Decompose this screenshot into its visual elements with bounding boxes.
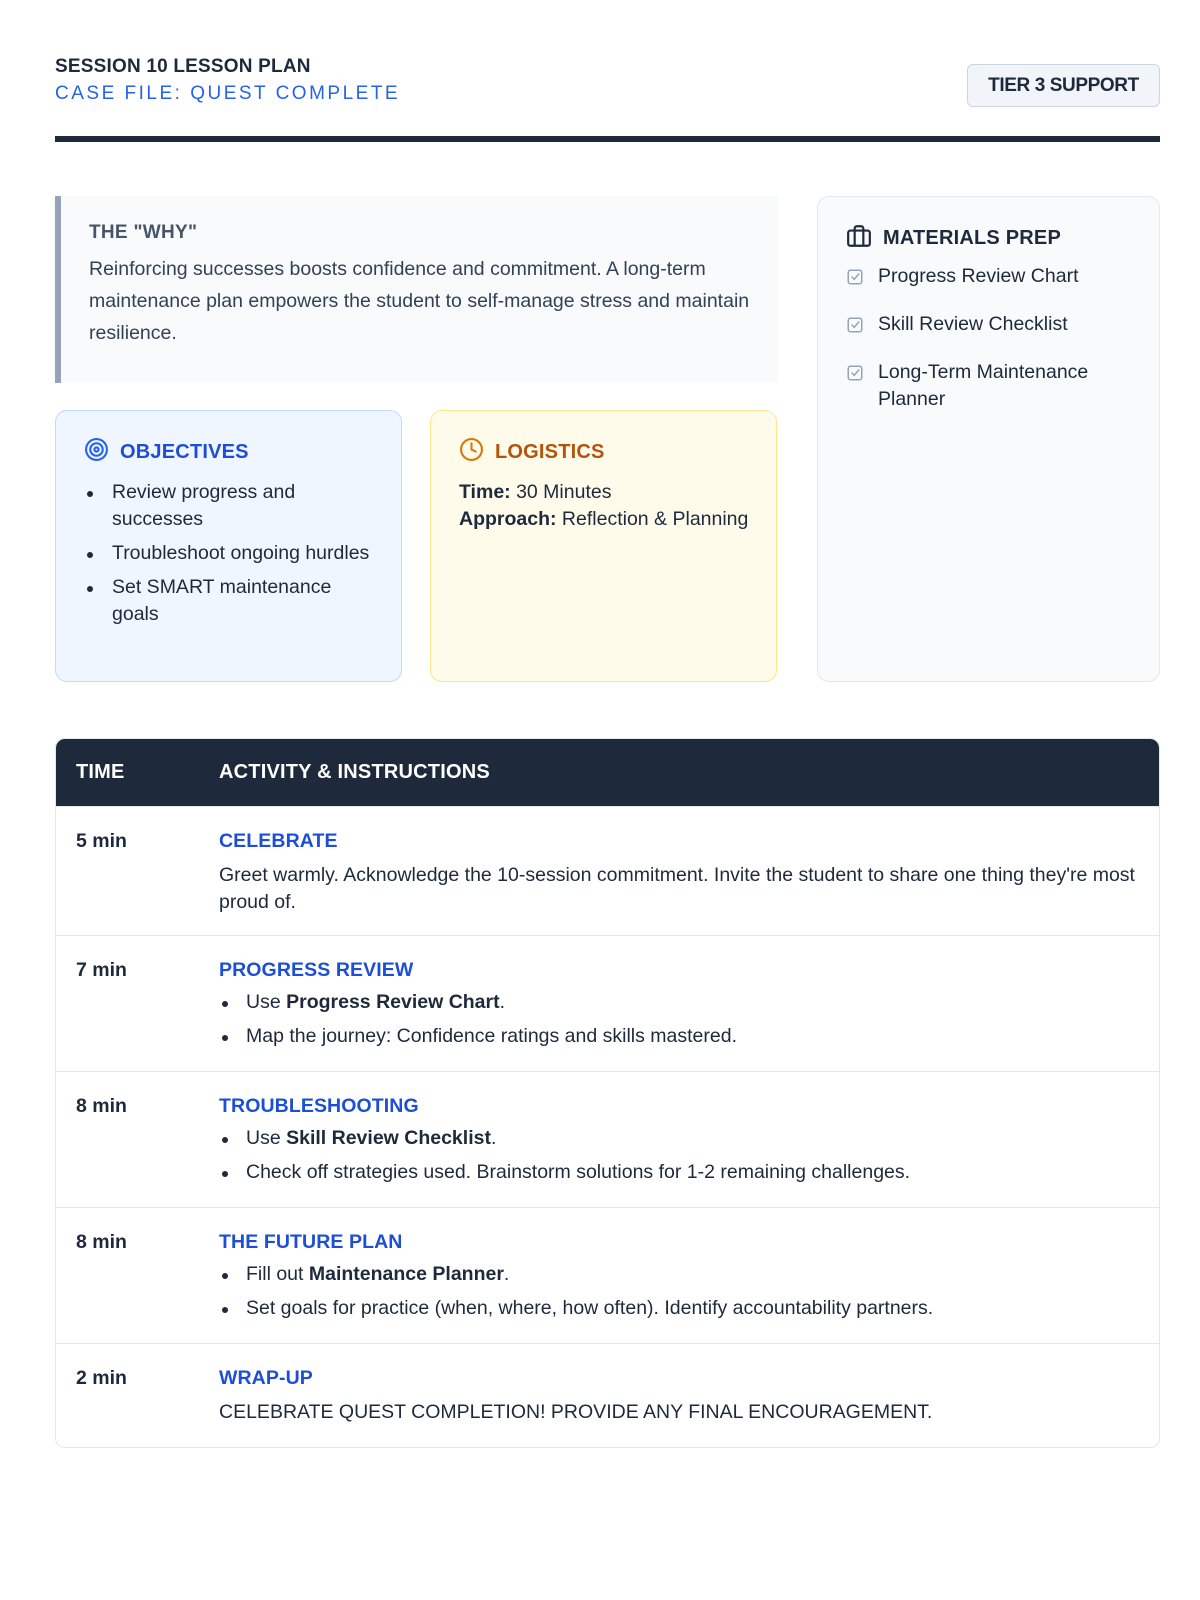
activity-title: WRAP-UP [219, 1367, 313, 1389]
why-title: THE "WHY" [89, 222, 198, 243]
row-time: 7 min [76, 959, 127, 981]
objectives-card [55, 410, 402, 682]
activity-bullet: Fill out Maintenance Planner. [219, 1261, 1135, 1288]
target-icon [84, 437, 109, 467]
row-time: 5 min [76, 830, 127, 852]
activity-bullet: Use Skill Review Checklist. [219, 1125, 1135, 1152]
table-header [56, 739, 1159, 806]
column-header-time: TIME [76, 761, 125, 783]
activity-text: CELEBRATE QUEST COMPLETION! PROVIDE ANY FINAL ENCOURAGEMENT. [219, 1401, 933, 1423]
page-title: SESSION 10 LESSON PLAN [55, 56, 311, 77]
materials-list [846, 263, 1139, 413]
activity-title: TROUBLESHOOTING [219, 1095, 419, 1117]
logistics-approach: Approach: Reflection & Planning [459, 508, 749, 530]
activity-bullet: Use Progress Review Chart. [219, 989, 1135, 1016]
why-text: Reinforcing successes boosts confidence and commitment. A long-term maintenance plan empowers the student to self-manage stress and maintain resilience. [89, 258, 750, 344]
activity-title: THE FUTURE PLAN [219, 1231, 403, 1253]
tier-badge: TIER 3 SUPPORT [967, 64, 1160, 107]
activity-bullet: Check off strategies used. Brainstorm solutions for 1-2 remaining challenges. [219, 1159, 1135, 1186]
briefcase-icon [846, 223, 872, 254]
table-row [56, 1343, 1159, 1447]
objectives-list [84, 479, 377, 628]
objective-item: Set SMART maintenance goals [84, 574, 377, 628]
activity-bullet: Set goals for practice (when, where, how often). Identify accountability partners. [219, 1295, 1135, 1322]
logistics-title: LOGISTICS [495, 440, 605, 463]
materials-card [817, 196, 1160, 682]
table-row [56, 1207, 1159, 1343]
clock-icon [459, 437, 484, 467]
page-subtitle: CASE FILE: QUEST COMPLETE [55, 83, 401, 104]
schedule-table [55, 738, 1160, 1448]
page-header [55, 56, 1160, 142]
objective-item: Review progress and successes [84, 479, 377, 533]
logistics-card [430, 410, 777, 682]
activity-title: PROGRESS REVIEW [219, 959, 414, 981]
activity-text: Greet warmly. Acknowledge the 10-session commitment. Invite the student to share one thing they're most proud of. [219, 864, 1135, 913]
logistics-time: Time: 30 Minutes [459, 481, 612, 503]
table-row [56, 806, 1159, 935]
objective-item: Troubleshoot ongoing hurdles [84, 540, 377, 567]
material-item: Progress Review Chart [846, 263, 1139, 291]
checkbox-icon [846, 359, 864, 387]
activity-title: CELEBRATE [219, 830, 338, 852]
material-item: Skill Review Checklist [846, 311, 1139, 339]
table-row [56, 935, 1159, 1071]
row-time: 8 min [76, 1095, 127, 1117]
objectives-title: OBJECTIVES [120, 440, 249, 463]
row-time: 2 min [76, 1367, 127, 1389]
activity-bullet: Map the journey: Confidence ratings and skills mastered. [219, 1023, 1135, 1050]
why-callout [55, 196, 778, 383]
material-item: Long-Term Maintenance Planner [846, 359, 1139, 413]
column-header-activity: ACTIVITY & INSTRUCTIONS [219, 761, 490, 783]
materials-title: MATERIALS PREP [883, 226, 1061, 249]
table-row [56, 1071, 1159, 1207]
checkbox-icon [846, 311, 864, 339]
checkbox-icon [846, 263, 864, 291]
row-time: 8 min [76, 1231, 127, 1253]
